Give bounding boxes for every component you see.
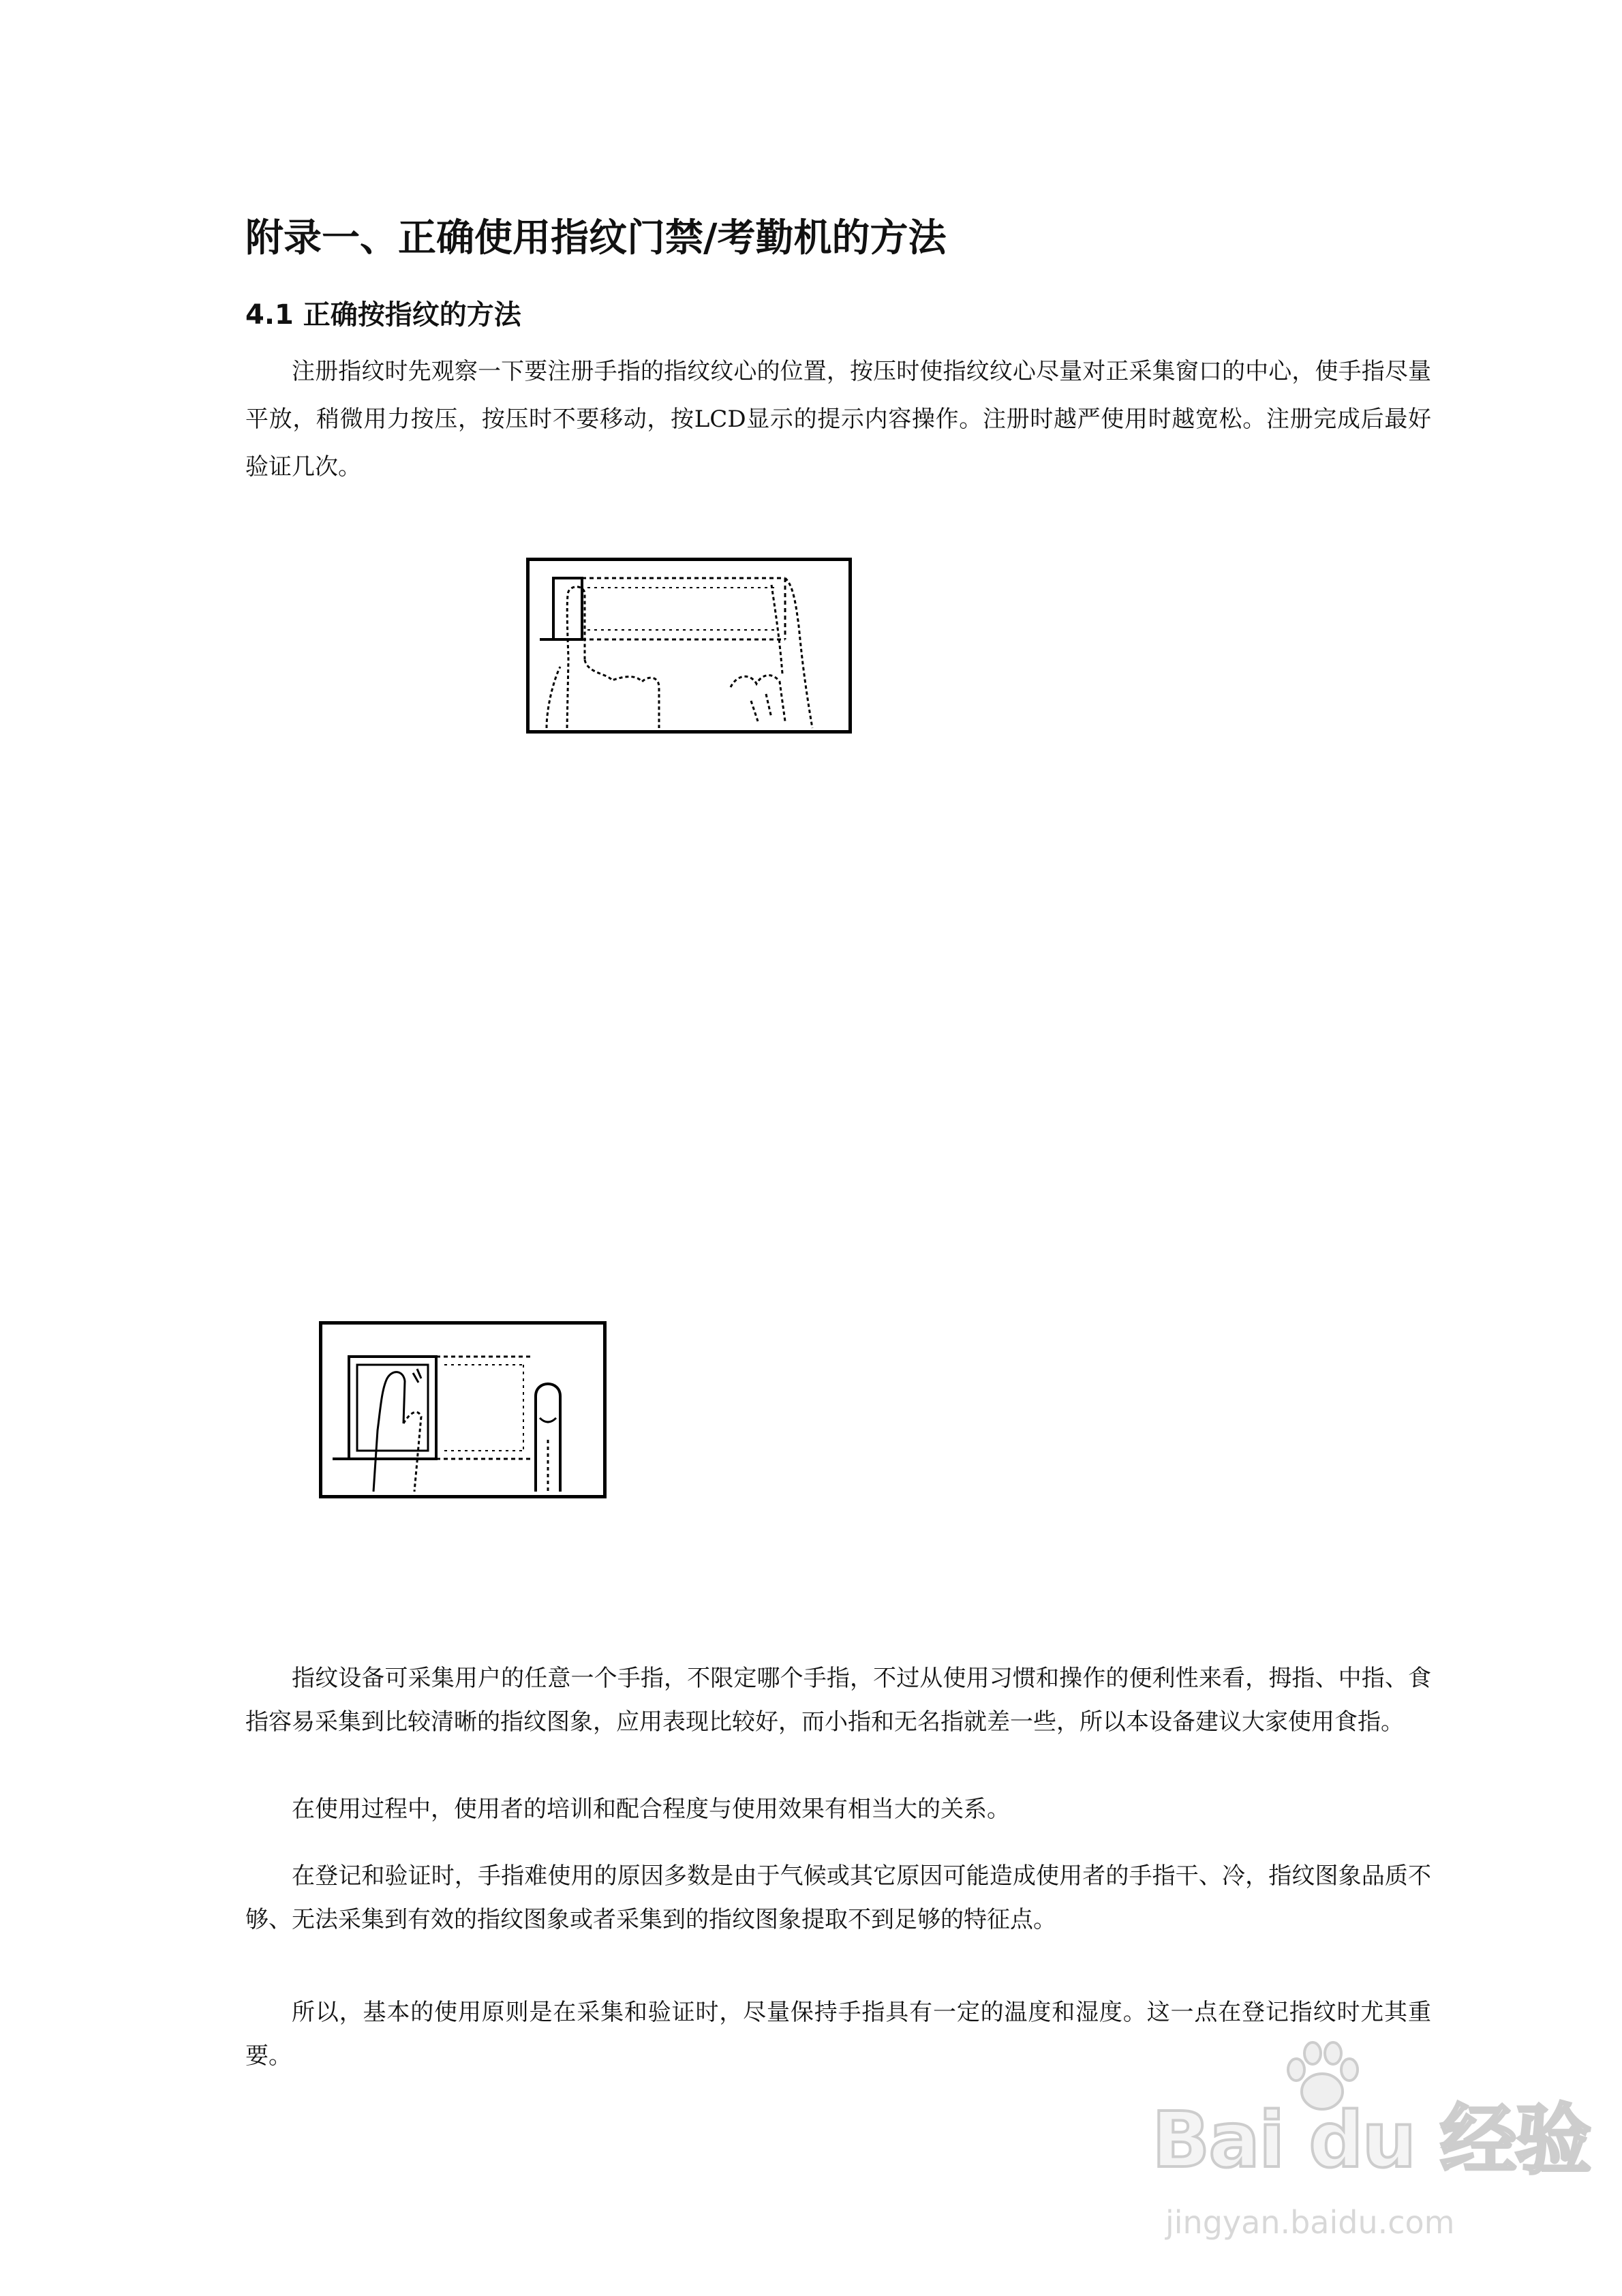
paragraph-finger-choice: 指纹设备可采集用户的任意一个手指，不限定哪个手指，不过从使用习惯和操作的便利性来看，拇指、中指、食指容易采集到比较清晰的指纹图象，应用表现比较好，而小指和无名指就差一些，所以本设备建议大家使用食指。 bbox=[245, 1665, 1431, 1736]
figure-finger-press-illustration bbox=[526, 558, 852, 734]
watermark-logo-text: Bai du 经验 bbox=[1152, 2096, 1591, 2185]
figure-finger-flat-illustration bbox=[319, 1321, 607, 1498]
paragraph-registration: 注册指纹时先观察一下要注册手指的指纹纹心的位置，按压时使指纹纹心尽量对正采集窗口的中心，使手指尽量平放，稍微用力按压，按压时不要移动，按LCD显示的提示内容操作。注册时越严使用时越宽松。注册完成后最好验证几次。 bbox=[245, 358, 1431, 481]
paragraph-training: 在使用过程中，使用者的培训和配合程度与使用效果有相当大的关系。 bbox=[292, 1796, 1010, 1823]
page-title: 附录一、正确使用指纹门禁/考勤机的方法 bbox=[245, 216, 947, 260]
watermark-url: jingyan.baidu.com bbox=[1165, 2204, 1455, 2241]
paragraph-dry-fingers: 在登记和验证时，手指难使用的原因多数是由于气候或其它原因可能造成使用者的手指干、冷，指纹图象品质不够、无法采集到有效的指纹图象或者采集到的指纹图象提取不到足够的特征点。 bbox=[245, 1862, 1431, 1933]
baidu-jingyan-watermark bbox=[1152, 2038, 1591, 2263]
paragraph-principle: 所以，基本的使用原则是在采集和验证时，尽量保持手指具有一定的温度和湿度。这一点在登记指纹时尤其重要。 bbox=[245, 1999, 1431, 2070]
section-heading: 4.1 正确按指纹的方法 bbox=[245, 299, 521, 331]
